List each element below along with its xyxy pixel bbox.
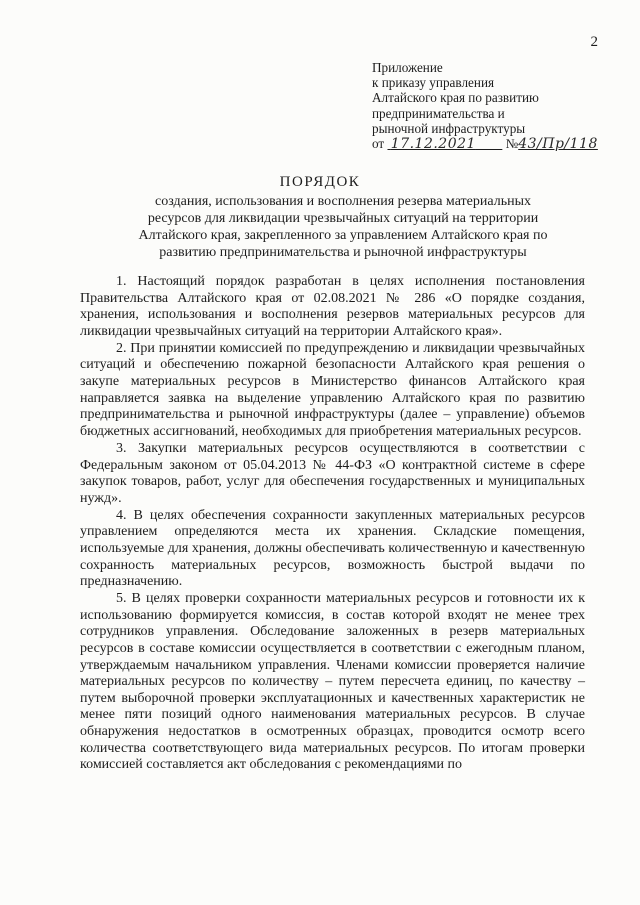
number-prefix: № (505, 136, 519, 152)
document-body (80, 274, 585, 774)
document-subtitle: создания, использования и восполнения резерва материальных ресурсов для ликвидации чрезвычайных ситуаций на территории Алтайского края, закрепленного за управлением Алтайского края по развитию предпринимательства и рыночной инфраструктуры (138, 194, 548, 260)
paragraph-2: 2. При принятии комиссией по предупреждению и ликвидации чрезвычайных ситуаций и обеспечению пожарной безопасности Алтайского края решения о закупе материальных ресурсов в Министерство финансов Алтайского края направляется заявка на выделение управлению Алтайского края по развитию предпринимательства и рыночной инфраструктуры (далее – управление) объемов бюджетных ассигнований, необходимых для приобретения материальных ресурсов. (80, 340, 585, 439)
paragraph-3: 3. Закупки материальных ресурсов осуществляются в соответствии с Федеральным законом от 05.04.2013 № 44-ФЗ «О контрактной системе в сфере закупок товаров, работ, услуг для обеспечения государственных и муниципальных нужд». (80, 440, 585, 506)
document-title: ПОРЯДОК (279, 174, 361, 190)
order-date-number-line (372, 136, 612, 152)
appendix-line: Алтайского края по развитию (372, 90, 539, 106)
order-number-handwritten: 43/Пр/118 (518, 136, 598, 153)
paragraph-5: 5. В целях проверки сохранности материальных ресурсов и готовности их к использованию формируется комиссия, в состав которой входят не менее трех сотрудников управления. Обследование заложенных в резерв материальных ресурсов в составе комиссии осуществляется в соответствии с ежегодным планом, утверждаемым начальником управления. Членами комиссии проверяется наличие материальных ресурсов по количеству – путем пересчета единиц, по качеству – путем выборочной проверки эксплуатационных и качественных характеристик не менее пяти позиций одного наименования материальных ресурсов. В случае обнаружения недостатков в осмотренных образцах, проводится осмотр всего количества соответствующего вида материальных ресурсов. По итогам проверки комиссией составляется акт обследования с рекомендациями по (80, 591, 585, 773)
page-number: 2 (590, 34, 598, 50)
appendix-line: предпринимательства и (372, 105, 505, 121)
order-number (518, 136, 598, 151)
paragraph-1: 1. Настоящий порядок разработан в целях исполнения постановления Правительства Алтайского края от 02.08.2021 № 286 «О порядке создания, хранения, использования и восполнения резервов материальных ресурсов для ликвидации чрезвычайных ситуаций на территории Алтайского края». (80, 274, 585, 339)
paragraph-4: 4. В целях обеспечения сохранности закупленных материальных ресурсов управлением определяются места их хранения. Складские помещения, используемые для хранения, должны обеспечивать количественную и качественную сохранность материальных ресурсов, возможность быстрой выдачи по предназначению. (80, 507, 585, 590)
appendix-line: Приложение (372, 60, 443, 75)
date-prefix: от (372, 136, 385, 152)
appendix-block (372, 60, 612, 152)
appendix-line: рыночной инфраструктуры (372, 120, 526, 136)
order-date-handwritten: 17.12.2021 (390, 136, 476, 153)
order-date (387, 136, 502, 151)
appendix-line: к приказу управления (372, 75, 495, 91)
